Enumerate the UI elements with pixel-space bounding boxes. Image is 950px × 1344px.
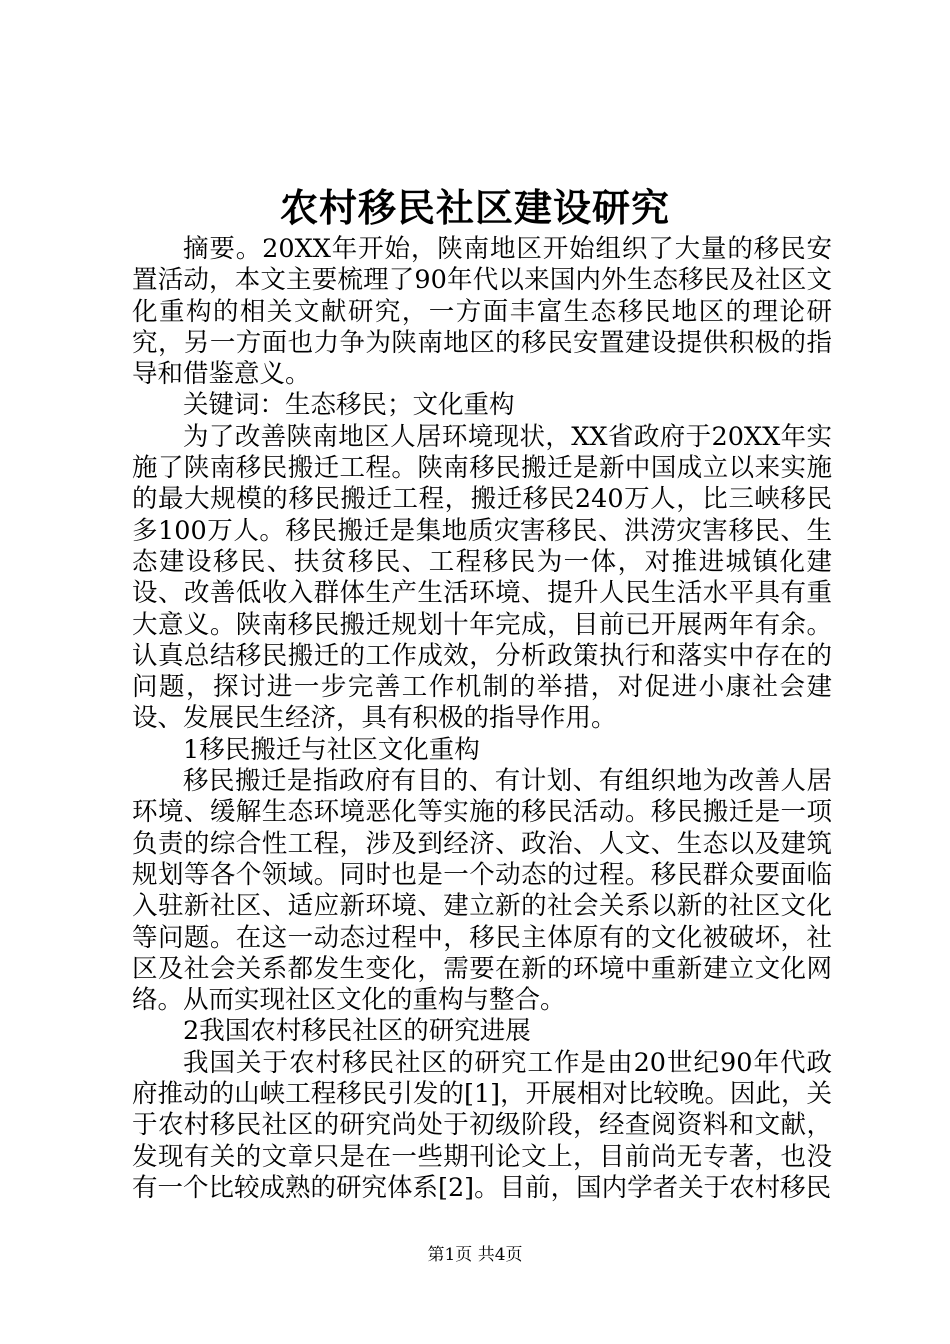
section-heading-2: 2我国农村移民社区的研究进展	[183, 1016, 531, 1047]
document-title: 农村移民社区建设研究	[279, 185, 670, 230]
section-2-paragraph: 我国关于农村移民社区的研究工作是由20世纪90年代政府推动的山峡工程移民引发的[1]，开展相对比较晚。因此，关于农村移民社区的研究尚处于初级阶段，经查阅资料和文献，发现有关的文章只是在一些期刊论文上，目前尚无专著，也没有一个比较成熟的研究体系[2]。目前，国内学者关于农村移民	[132, 1047, 832, 1203]
intro-paragraph: 为了改善陕南地区人居环境现状，XX省政府于20XX年实施了陕南移民搬迁工程。陕南移民搬迁是新中国成立以来实施的最大规模的移民搬迁工程，搬迁移民240万人，比三峡移民多100万人。移民搬迁是集地质灾害移民、洪涝灾害移民、生态建设移民、扶贫移民、工程移民为一体，对推进城镇化建设、改善低收入群体生产生活环境、提升人民生活水平具有重大意义。陕南移民搬迁规划十年完成，目前已开展两年有余。认真总结移民搬迁的工作成效，分析政策执行和落实中存在的问题，探讨进一步完善工作机制的举措，对促进小康社会建设、发展民生经济，具有积极的指导作用。	[132, 421, 832, 734]
page-number-footer: 第1页 共4页	[427, 1245, 523, 1265]
abstract-paragraph: 摘要。20XX年开始，陕南地区开始组织了大量的移民安置活动，本文主要梳理了90年代以来国内外生态移民及社区文化重构的相关文献研究，一方面丰富生态移民地区的理论研究，另一方面也力争为陕南地区的移民安置建设提供积极的指导和借鉴意义。	[132, 234, 832, 390]
keywords-paragraph: 关键词：生态移民；文化重构	[183, 390, 515, 421]
section-heading-1: 1移民搬迁与社区文化重构	[183, 734, 480, 765]
document-body	[132, 234, 832, 1204]
section-1-paragraph: 移民搬迁是指政府有目的、有计划、有组织地为改善人居环境、缓解生态环境恶化等实施的移民活动。移民搬迁是一项负责的综合性工程，涉及到经济、政治、人文、生态以及建筑规划等各个领域。同时也是一个动态的过程。移民群众要面临入驻新社区、适应新环境、建立新的社会关系以新的社区文化等问题。在这一动态过程中，移民主体原有的文化被破坏，社区及社会关系都发生变化，需要在新的环境中重新建立文化网络。从而实现社区文化的重构与整合。	[132, 766, 832, 1016]
